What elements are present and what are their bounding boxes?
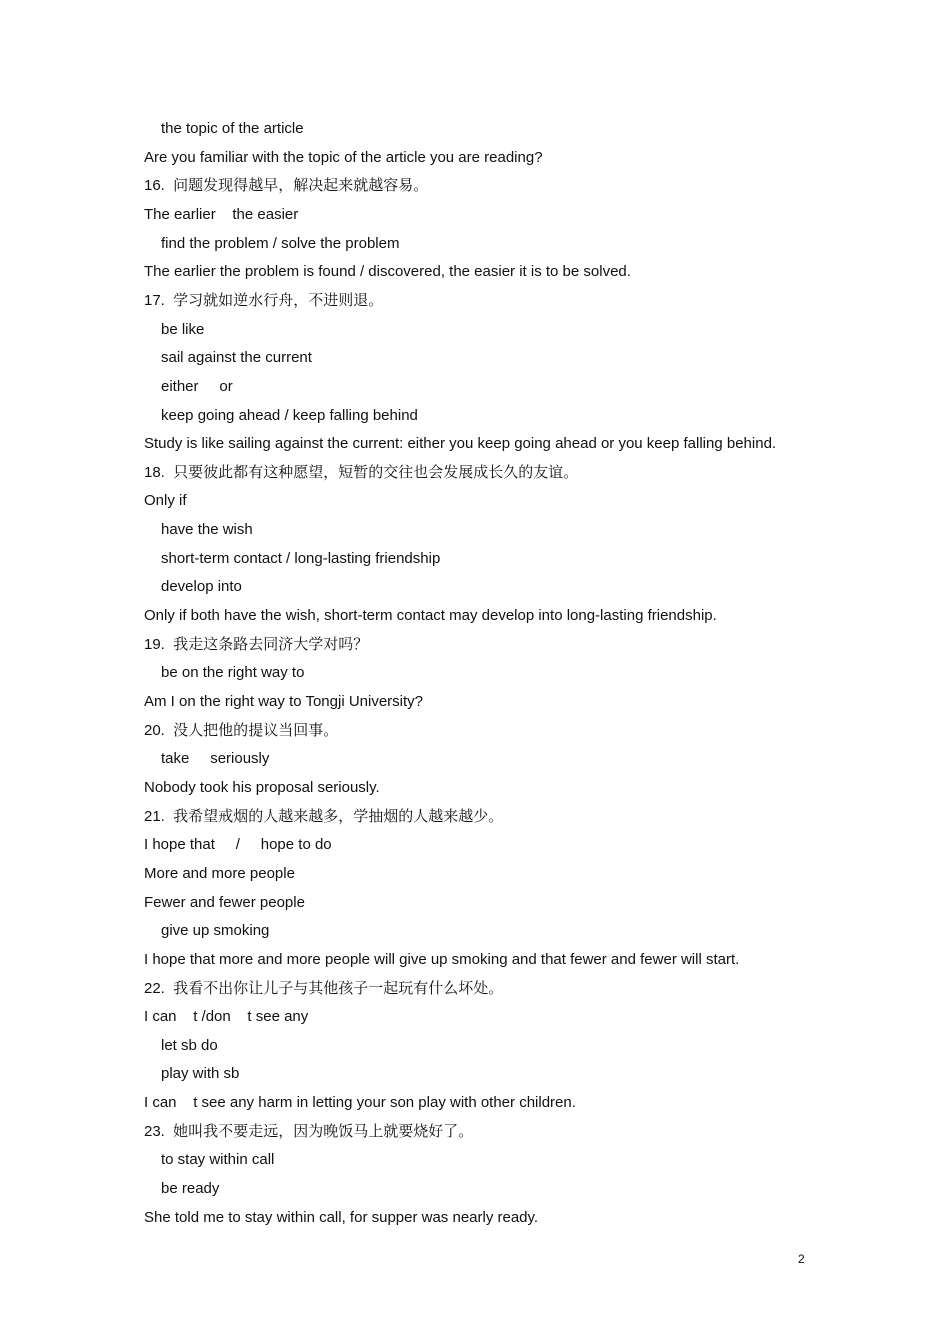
text-line: I can t /don t see any [144,1008,309,1026]
text-line: play with sb [161,1065,240,1083]
text-line: 22. 我看不出你让儿子与其他孩子一起玩有什么坏处。 [144,979,504,997]
text-line: 18. 只要彼此都有这种愿望，短暂的交往也会发展成长久的友谊。 [144,463,579,481]
text-line: find the problem / solve the problem [161,234,400,252]
text-line: the topic of the article [161,120,304,137]
text-line: 20. 没人把他的提议当回事。 [144,721,339,739]
text-line: take seriously [161,750,270,768]
text-line: Are you familiar with the topic of the article you are reading? [144,148,543,166]
text-line: 16. 问题发现得越早，解决起来就越容易。 [144,177,429,195]
text-line: 23. 她叫我不要走远，因为晚饭马上就要烧好了。 [144,1122,474,1140]
text-line: Nobody took his proposal seriously. [144,778,380,796]
text-line: The earlier the problem is found / discovered, the easier it is to be solved. [144,263,631,281]
text-line: 17. 学习就如逆水行舟，不进则退。 [144,291,384,309]
text-line: either or [161,377,233,395]
text-line: Only if [144,492,187,510]
text-line: 19. 我走这条路去同济大学对吗？ [144,635,369,653]
text-line: give up smoking [161,922,270,940]
text-line: Study is like sailing against the current: either you keep going ahead or you keep falling behind. [144,435,777,453]
text-line: be on the right way to [161,664,305,682]
text-line: short-term contact / long-lasting friendship [161,549,441,567]
text-line: be like [161,320,205,338]
text-line: let sb do [161,1036,218,1054]
text-line: Fewer and fewer people [144,893,305,911]
text-line: She told me to stay within call, for supper was nearly ready. [144,1208,539,1226]
text-line: I can t see any harm in letting your son play with other children. [144,1094,576,1112]
text-line: to stay within call [161,1151,275,1169]
text-line: The earlier the easier [144,205,299,223]
text-line: Am I on the right way to Tongji University? [144,693,424,710]
text-line: sail against the current [161,349,312,367]
text-line: I hope that more and more people will give up smoking and that fewer and fewer will start. [144,950,740,968]
text-line: I hope that / hope to do [144,836,332,854]
text-line: keep going ahead / keep falling behind [161,406,418,424]
text-line: 21. 我希望戒烟的人越来越多，学抽烟的人越来越少。 [144,807,504,825]
text-line: Only if both have the wish, short-term contact may develop into long-lasting friendship. [144,607,717,625]
text-line: be ready [161,1180,220,1198]
text-line: develop into [161,578,242,596]
page-number: 2 [798,1252,805,1266]
text-line: More and more people [144,864,295,882]
text-line: have the wish [161,521,253,539]
